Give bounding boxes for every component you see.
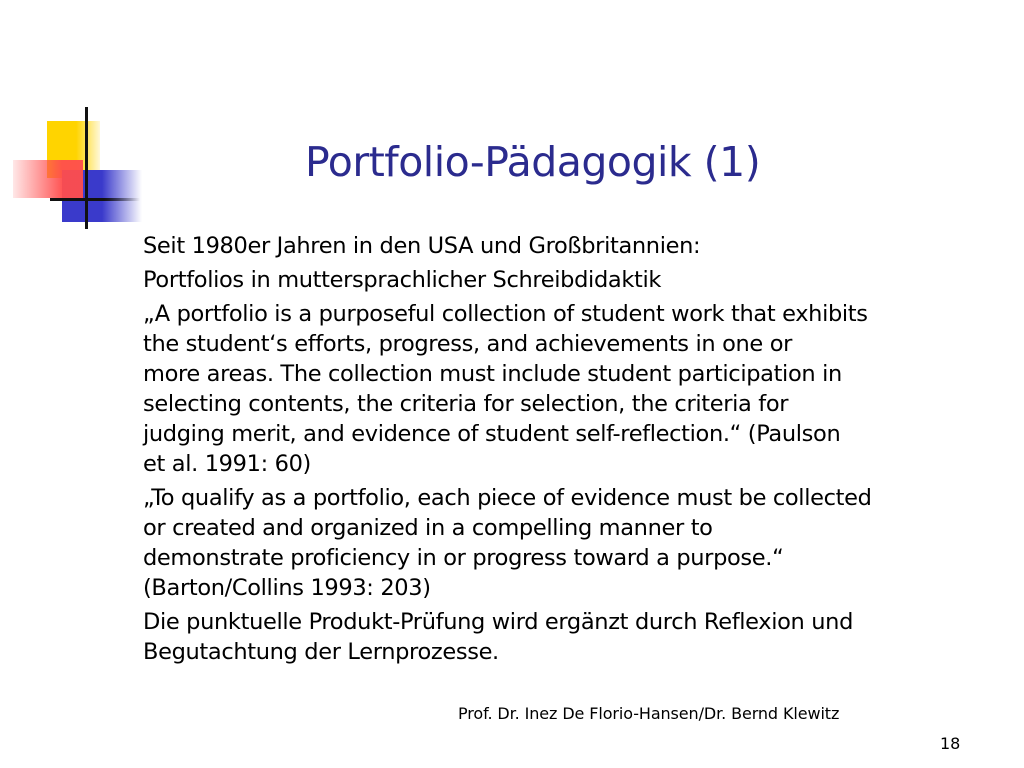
text-line: or created and organized in a compelling manner to — [143, 515, 713, 541]
text-line: et al. 1991: 60) — [143, 451, 311, 477]
text-line: selecting contents, the criteria for selection, the criteria for — [143, 391, 789, 417]
text-line: Begutachtung der Lernprozesse. — [143, 639, 499, 665]
text-line: „A portfolio is a purposeful collection of student work that exhibits — [143, 301, 868, 327]
text-line: Die punktuelle Produkt-Prüfung wird ergänzt durch Reflexion und — [143, 609, 854, 635]
text-line: demonstrate proficiency in or progress toward a purpose.“ — [143, 545, 784, 571]
text-line: Seit 1980er Jahren in den USA und Großbritannien: — [143, 233, 701, 259]
text-line: more areas. The collection must include student participation in — [143, 361, 842, 387]
paragraph — [143, 607, 993, 667]
author-footer: Prof. Dr. Inez De Florio-Hansen/Dr. Bernd Klewitz — [458, 704, 840, 723]
decorative-logo — [0, 0, 160, 240]
red-square-decoration — [13, 160, 83, 198]
quote-paragraph — [143, 483, 993, 603]
paragraph — [143, 265, 993, 295]
text-line: (Barton/Collins 1993: 203) — [143, 575, 431, 601]
horizontal-line-decoration — [50, 198, 140, 201]
page-number: 18 — [940, 734, 961, 753]
slide-body — [143, 231, 993, 667]
paragraph — [143, 231, 993, 261]
text-line: Portfolios in muttersprachlicher Schreibdidaktik — [143, 267, 662, 293]
vertical-line-decoration — [85, 107, 88, 229]
text-line: the student‘s efforts, progress, and achievements in one or — [143, 331, 793, 357]
text-line: „To qualify as a portfolio, each piece of evidence must be collected — [143, 485, 872, 511]
slide-title: Portfolio-Pädagogik (1) — [305, 138, 761, 186]
text-line: judging merit, and evidence of student self-reflection.“ (Paulson — [143, 421, 841, 447]
quote-paragraph — [143, 299, 993, 479]
